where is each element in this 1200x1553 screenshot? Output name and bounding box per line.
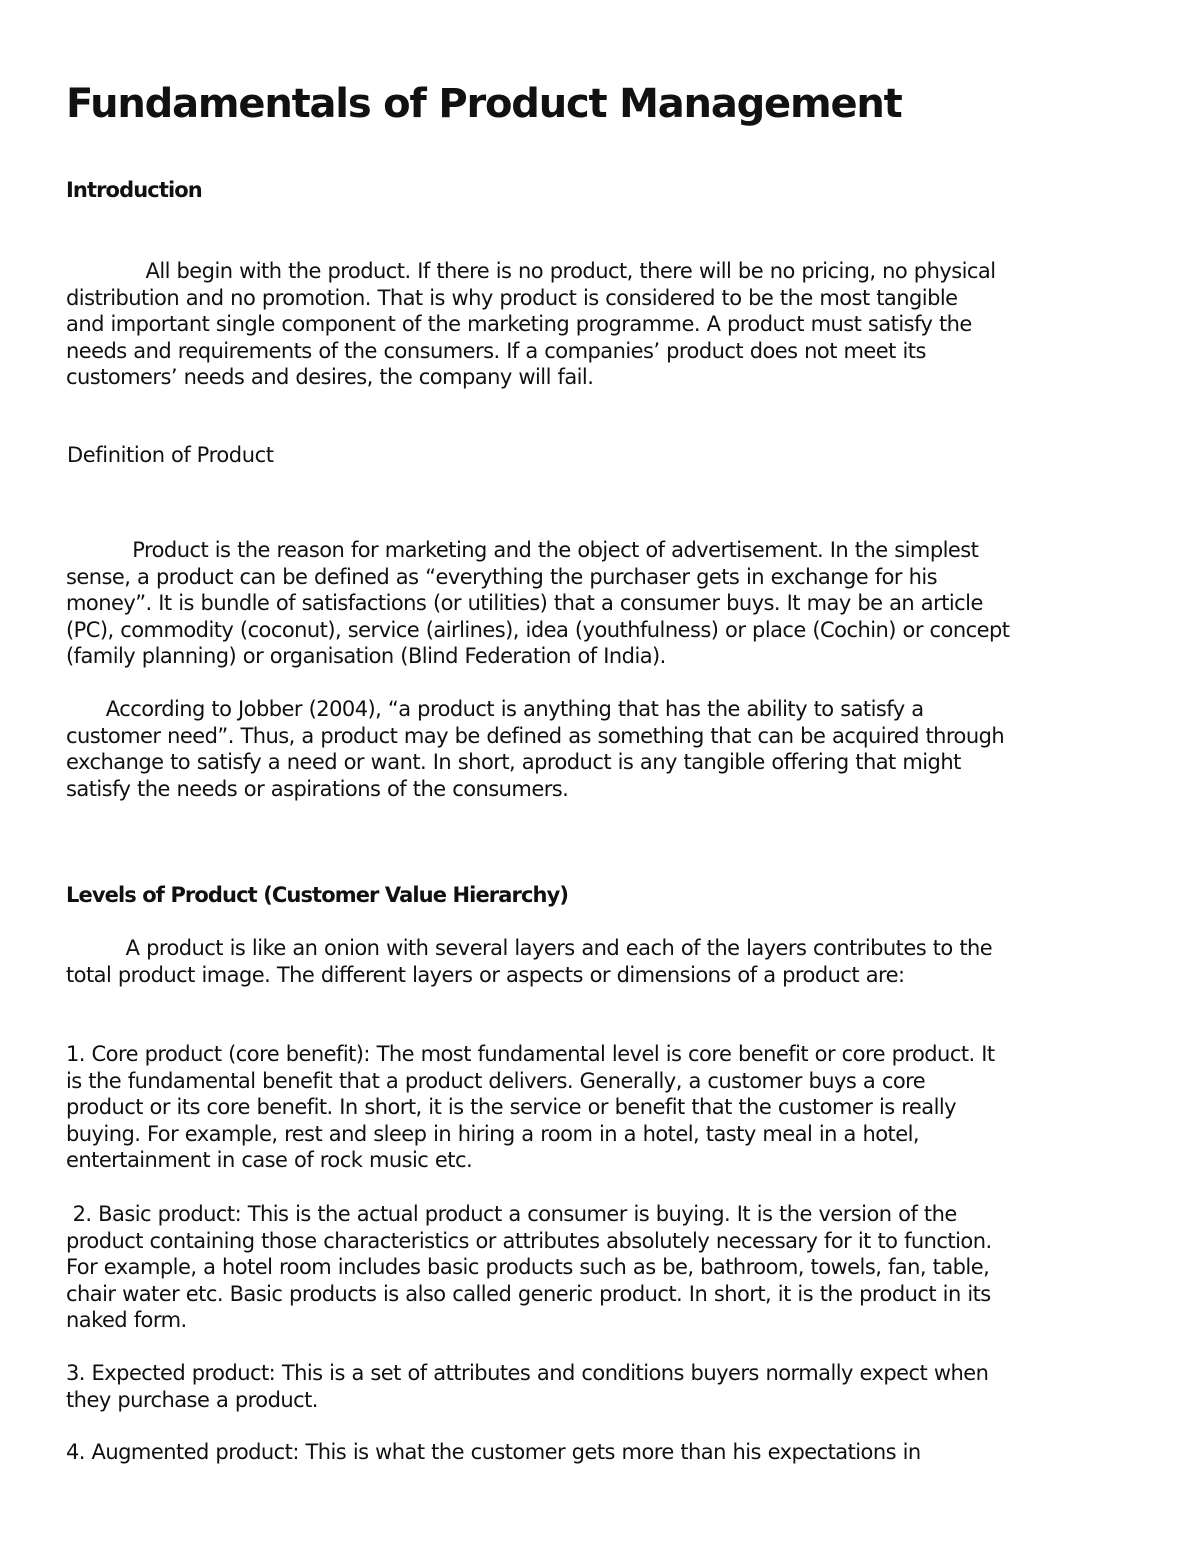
introduction-heading: Introduction <box>66 178 202 202</box>
paragraph-line: needs and requirements of the consumers. If a companies’ product does not meet its <box>66 338 926 363</box>
definition-paragraph-1 <box>66 537 1066 670</box>
paragraph-line: 3. Expected product: This is a set of attributes and conditions buyers normally expect when <box>66 1361 989 1385</box>
paragraph-line: total product image. The different layers or aspects or dimensions of a product are: <box>66 962 905 987</box>
basic-product-item <box>66 1201 1066 1334</box>
introduction-paragraph <box>66 258 1066 391</box>
paragraph-line: buying. For example, rest and sleep in hiring a room in a hotel, tasty meal in a hotel, <box>66 1121 919 1146</box>
paragraph-line: they purchase a product. <box>66 1387 318 1412</box>
levels-heading: Levels of Product (Customer Value Hierarchy) <box>66 883 569 907</box>
paragraph-line: is the fundamental benefit that a product delivers. Generally, a customer buys a core <box>66 1068 926 1093</box>
paragraph-line: sense, a product can be defined as “everything the purchaser gets in exchange for his <box>66 564 938 589</box>
paragraph-line: exchange to satisfy a need or want. In short, aproduct is any tangible offering that might <box>66 750 961 775</box>
paragraph-line: According to Jobber (2004), “a product is anything that has the ability to satisfy a <box>66 697 924 721</box>
paragraph-line: (family planning) or organisation (Blind Federation of India). <box>66 644 666 669</box>
paragraph-line: entertainment in case of rock music etc. <box>66 1148 473 1173</box>
paragraph-line: product or its core benefit. In short, it is the service or benefit that the customer is really <box>66 1095 957 1120</box>
document-title: Fundamentals of Product Management <box>66 81 902 127</box>
definition-heading: Definition of Product <box>67 443 274 467</box>
paragraph-line: money”. It is bundle of satisfactions (or utilities) that a consumer buys. It may be an article <box>66 591 983 616</box>
paragraph-line: distribution and no promotion. That is why product is considered to be the most tangible <box>66 285 958 310</box>
definition-paragraph-2 <box>66 696 1066 802</box>
augmented-product-item <box>66 1439 1066 1466</box>
levels-intro-paragraph <box>66 935 1066 988</box>
paragraph-line: customer need”. Thus, a product may be defined as something that can be acquired through <box>66 723 1005 748</box>
paragraph-line: customers’ needs and desires, the company will fail. <box>66 365 594 390</box>
paragraph-line: Product is the reason for marketing and the object of advertisement. In the simplest <box>66 538 979 562</box>
paragraph-line: 4. Augmented product: This is what the customer gets more than his expectations in <box>66 1440 921 1464</box>
core-product-item <box>66 1041 1066 1174</box>
paragraph-line: and important single component of the marketing programme. A product must satisfy the <box>66 312 972 337</box>
paragraph-line: For example, a hotel room includes basic products such as be, bathroom, towels, fan, table, <box>66 1255 990 1280</box>
paragraph-line: A product is like an onion with several layers and each of the layers contributes to the <box>66 936 993 960</box>
expected-product-item <box>66 1360 1066 1413</box>
paragraph-line: product containing those characteristics or attributes absolutely necessary for it to function. <box>66 1228 992 1253</box>
paragraph-line: satisfy the needs or aspirations of the consumers. <box>66 776 569 801</box>
paragraph-line: 1. Core product (core benefit): The most fundamental level is core benefit or core product. It <box>66 1042 995 1066</box>
paragraph-line: 2. Basic product: This is the actual product a consumer is buying. It is the version of the <box>66 1202 957 1226</box>
paragraph-line: All begin with the product. If there is no product, there will be no pricing, no physical <box>66 259 996 283</box>
paragraph-line: chair water etc. Basic products is also called generic product. In short, it is the product in its <box>66 1281 991 1306</box>
paragraph-line: (PC), commodity (coconut), service (airlines), idea (youthfulness) or place (Cochin) or concept <box>66 617 1010 642</box>
paragraph-line: naked form. <box>66 1308 187 1333</box>
